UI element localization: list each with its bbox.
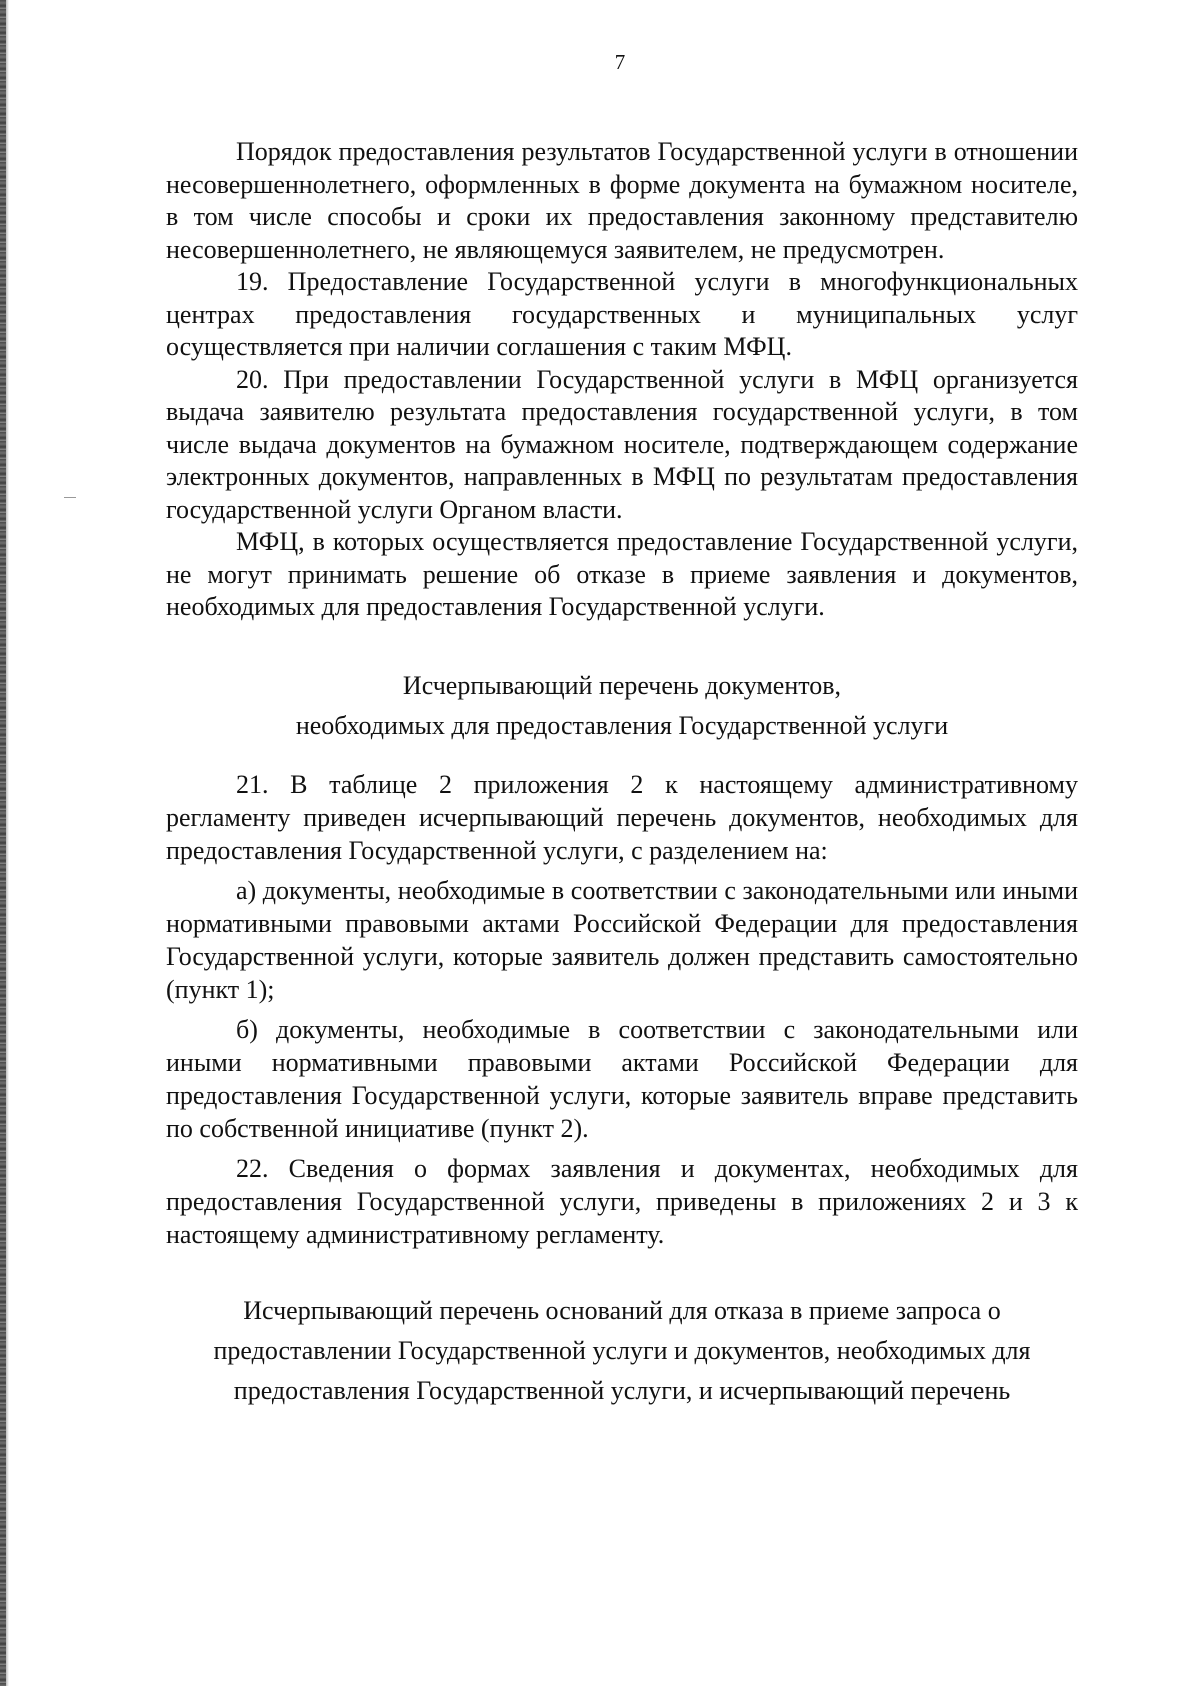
paragraph-mfc: МФЦ, в которых осуществляется предоставление Государственной услуги, не могут принимать решение об отказе в приеме заявления и документов, необходимых для предоставления Государственной услуги. [166, 527, 1078, 621]
heading-line: Исчерпывающий перечень документов, [402, 670, 842, 700]
paragraph-21b: б) документы, необходимые в соответствии с законодательными или иными нормативными правовыми актами Российской Федерации для предоставления Государственной услуги, которые заявитель вправе представить по собственной инициативе (пункт 2). [166, 1014, 1078, 1143]
section-heading-refusal-grounds [126, 1291, 1118, 1411]
heading-line: Исчерпывающий перечень оснований для отказа в приеме запроса о [243, 1295, 1001, 1325]
heading-line: предоставления Государственной услуги, и исчерпывающий перечень [233, 1375, 1011, 1405]
paragraph-result-minor: Порядок предоставления результатов Государственной услуги в отношении несовершеннолетнего, оформленных в форме документа на бумажном носителе, в том числе способы и сроки их предоставления законному представителю несовершеннолетнего, не являющемуся заявителем, не предусмотрен. [166, 137, 1078, 264]
page-number: 7 [614, 50, 626, 74]
paragraph-21: 21. В таблице 2 приложения 2 к настоящему административному регламенту приведен исчерпывающий перечень документов, необходимых для предоставления Государственной услуги, с разделением на: [166, 769, 1078, 865]
paragraph-19: 19. Предоставление Государственной услуги в многофункциональных центрах предоставления государственных и муниципальных услуг осуществляется при наличии соглашения с таким МФЦ. [166, 267, 1078, 361]
scan-artifact [64, 497, 76, 498]
heading-line: необходимых для предоставления Государственной услуги [295, 710, 949, 740]
scan-border-shadow [6, 0, 9, 1686]
paragraph-20: 20. При предоставлении Государственной услуги в МФЦ организуется выдача заявителю результата предоставления государственной услуги, в том числе выдача документов на бумажном носителе, подтверждающем содержание электронных документов, направленных в МФЦ по результатам предоставления государственной услуги Органом власти. [166, 364, 1078, 524]
paragraph-22: 22. Сведения о формах заявления и документах, необходимых для предоставления Государственной услуги, приведены в приложениях 2 и 3 к настоящему административному регламенту. [166, 1153, 1078, 1249]
document-body [166, 136, 1078, 1411]
heading-line: предоставлении Государственной услуги и документов, необходимых для [213, 1335, 1031, 1365]
paragraph-21a: а) документы, необходимые в соответствии с законодательными или иными нормативными правовыми актами Российской Федерации для предоставления Государственной услуги, которые заявитель должен представить самостоятельно (пункт 1); [166, 875, 1078, 1004]
section-heading-documents [166, 666, 1078, 746]
